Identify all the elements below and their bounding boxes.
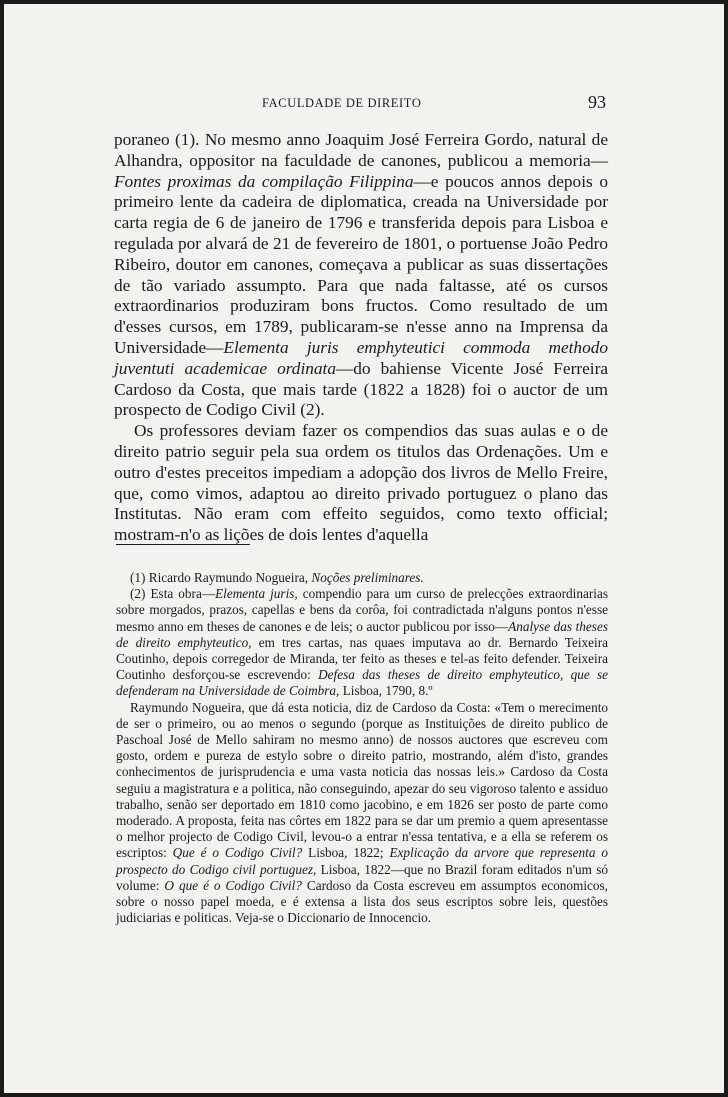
footnotes: [116, 570, 608, 926]
title-nocoes-preliminares: Noções preliminares.: [311, 570, 424, 585]
title-explicacao-da-arvore: Explicação da arvore que representa o prospecto do Codigo civil portuguez,: [116, 845, 608, 877]
text-run: (1) Ricardo Raymundo Nogueira,: [130, 570, 312, 585]
main-text: [114, 130, 608, 546]
text-run: Os professores deviam fazer os compendios das suas aulas e o de direito patrio seguir pela sua ordem os titulos das Ordenações. Um e outro d'estes preceitos impediam a adopção dos livros de Mello Freire, que, como vimos, adaptou ao direito privado portuguez o plano das Institutas. Não eram com effeito seguidos, como texto official; mostram-n'o as lições de dois lentes d'aquella: [114, 421, 608, 545]
text-run: em tres cartas, nas quaes imputava ao dr. Bernardo Teixeira Coutinho, depois corregedor de Miranda, ter feito as theses e tel-as feito defender. Teixeira Coutinho desforçou-se escrevendo:: [116, 634, 609, 683]
title-o-que-e-o-codigo-civil: O que é o Codigo Civil?: [164, 877, 302, 893]
text-run: (2) Esta obra—: [130, 586, 216, 602]
title-elementa-juris: Elementa juris,: [215, 586, 298, 602]
page-header: [114, 92, 606, 116]
body-paragraph-2: [114, 421, 608, 546]
running-head: FACULDADE DE DIREITO: [262, 96, 422, 110]
body-paragraph-1: [114, 130, 608, 421]
title-fontes-proximas: Fontes proximas da compilação Filippina: [114, 171, 414, 191]
footnote-2: [116, 586, 608, 699]
title-que-e-o-codigo-civil: Que é o Codigo Civil?: [172, 845, 303, 861]
title-analyse-das-theses: Analyse das theses de direito emphyteutico,: [116, 618, 608, 650]
footnote-rule: [116, 544, 250, 545]
text-run: Lisboa, 1790, 8.º: [339, 683, 433, 699]
text-run: Lisboa, 1822—que no Brazil foram editados n'um só volume:: [116, 861, 609, 893]
page-number: 93: [588, 92, 606, 112]
footnote-2-continuation: [116, 700, 608, 927]
text-run: —e poucos annos depois o primeiro lente da cadeira de diplomatica, creada na Universidade por carta regia de 6 de janeiro de 1796 e transferida depois para Lisboa e regulada por alvará de 21 de fevereiro de 1801, o portuense João Pedro Ribeiro, doutor em canones, começava a publicar as suas dissertações de tão variado assumpto. Para que nada faltasse, até os cursos extraordinarios produziram bons fructos. Como resultado de um d'esses cursos, em 1789, publicaram-se n'esse anno na Imprensa da Universidade—: [114, 171, 608, 357]
text-run: Cardoso da Costa escreveu em assumptos economicos, sobre o nosso papel moeda, e é extensa a lista dos seus escriptos sobre leis, questões judiciarias e politicas. Veja-se o Diccionario de Innocencio.: [116, 877, 608, 926]
footnote-1: [116, 570, 608, 586]
title-elementa-juris: Elementa juris emphyteutici commoda methodo juventuti academicae ordinata: [114, 337, 608, 378]
text-run: Lisboa, 1822;: [302, 845, 390, 861]
text-run: —do bahiense Vicente José Ferreira Cardoso da Costa, que mais tarde (1822 a 1828) foi o auctor de um prospecto de Codigo Civil (2).: [114, 358, 608, 420]
text-run: Raymundo Nogueira, que dá esta noticia, diz de Cardoso da Costa: «Tem o merecimento de ser o primeiro, ou ao menos o segundo (porque as Instituições de direito publico de Paschoal José de Mello sahiram no mesmo anno) de nossos auctores que escreveu com gosto, ordem e pureza de estylo sobre o direito patrio, mostrando, além d'isto, grandes conhecimentos de jurisprudencia e uma vasta noticia das nossas leis.» Cardoso da Costa seguiu a magistratura e a politica, não conseguindo, apezar do seu vigoroso talento e assiduo trabalho, senão ser deportado em 1810 como jacobino, e em 1826 ser posto de parte como moderado. A proposta, feita nas côrtes em 1822 para se dar um premio a quem apresentasse o melhor projecto de Codigo Civil, levou-o a entrar n'essa tentativa, e a ella se referem os escriptos:: [116, 699, 608, 861]
title-defesa-das-theses: Defesa das theses de direito emphyteutico, que se defenderam na Universidade de Coimbra,: [116, 667, 608, 699]
text-run: compendio para um curso de prelecções extraordinarias sobre morgados, prazos, capellas e bens da corôa, foi contradictada n'alguns pontos n'esse mesmo anno em theses de canones e de leis; o auctor publicou por isso—: [116, 586, 608, 634]
text-run: poraneo (1). No mesmo anno Joaquim José Ferreira Gordo, natural de Alhandra, oppositor na faculdade de canones, publicou a memoria—: [114, 130, 608, 170]
